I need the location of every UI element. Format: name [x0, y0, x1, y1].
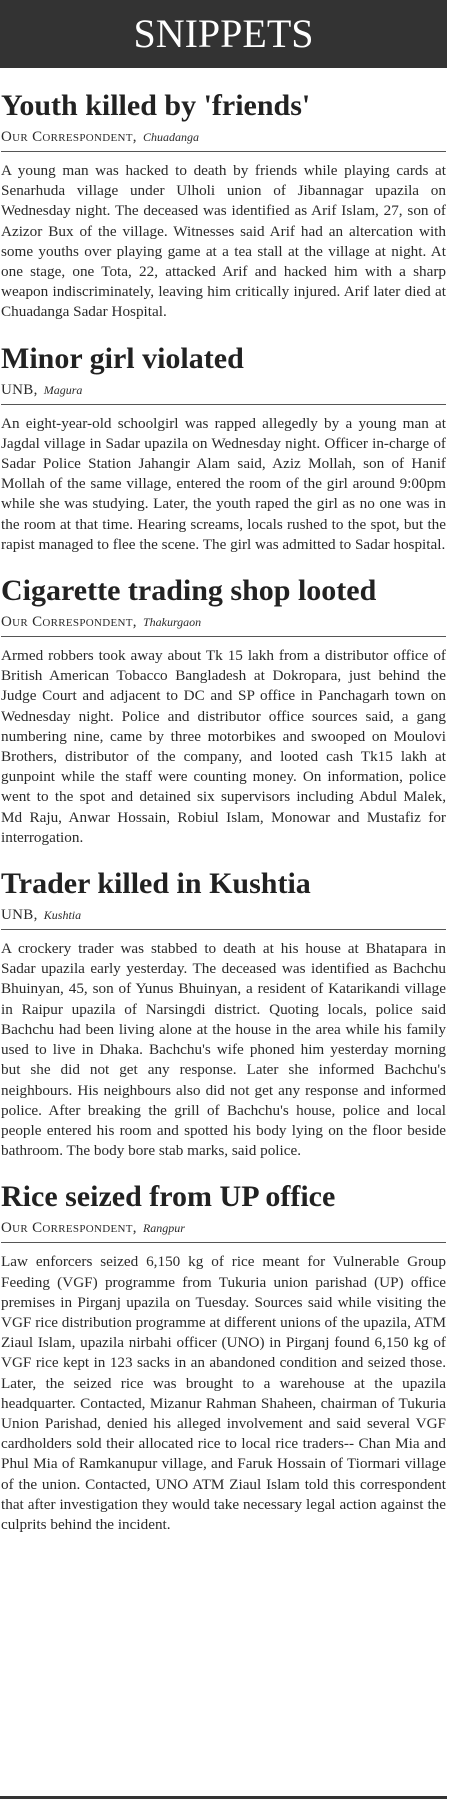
- byline-source: UNB,: [1, 381, 38, 398]
- story-body: A crockery trader was stabbed to death at his house at Bhatapara in Sadar upazila early yesterday. The deceased was identified as Bachchu Bhuinyan, 45, son of Yunus Bhuinyan, a resident of Katarikandi village in Raipur upazila of Narsingdi district. Quoting locals, police said Bachchu had been living alone at the house in the area while his family used to live in Dhaka. Bachchu's wife phoned him yesterday morning but she did not get any response. Later she informed Bachchu's neighbours. His neighbours also did not get any response and informed police. After breaking the grill of Bachchu's house, police and local people entered his room and spotted his body lying on the floor beside bathroom. The body bore stab marks, said police.: [1, 940, 446, 1160]
- story-byline: [1, 1220, 446, 1243]
- bottom-divider: [0, 1796, 447, 1799]
- story-headline: Cigarette trading shop looted: [1, 574, 377, 608]
- story-body: Armed robbers took away about Tk 15 lakh from a distributor office of British American Tobacco Bangladesh at Dokropara, just behind the Judge Court and adjacent to DC and SP office in Panchagarh town on Wednesday night. Police and distributor office sources said, a gang numbering nine, came by three motorbikes and swooped on Moulovi Brothers, distributor of the company, and looted cash Tk15 lakh at gunpoint while the staff were counting money. On information, police went to the spot and detained six supervisors including Abdul Malek, Md Raju, Anwar Hossain, Robiul Islam, Monowar and Mustafiz for interrogation.: [1, 647, 446, 846]
- byline-place: Chuadanga: [142, 130, 199, 144]
- byline-source: UNB,: [1, 907, 38, 924]
- byline-place: Magura: [43, 382, 83, 397]
- section-banner: [0, 0, 447, 68]
- story-trader-killed: [0, 867, 447, 1161]
- story-body: An eight-year-old schoolgirl was rapped allegedly by a young man at Jagdal village in Sadar upazila on Wednesday night. Officer in-charge of Sadar Police Station Jahangir Alam said, Aziz Mollah, son of Hanif Mollah of the same village, entered the room of the girl around 9:00pm while she was studying. Later, the youth raped the girl as no one was in the room at that time. Hearing screams, locals rushed to the spot, but the rapist managed to flee the scene. The girl was admitted to Sadar hospital.: [1, 414, 446, 553]
- byline-place: Rangpur: [142, 1221, 185, 1236]
- story-rice-seized: [0, 1180, 447, 1535]
- story-headline: Trader killed in Kushtia: [1, 867, 311, 901]
- story-youth-killed: [0, 89, 447, 323]
- story-byline: [1, 614, 446, 637]
- story-headline: Rice seized from UP office: [1, 1180, 336, 1214]
- story-byline: [1, 129, 446, 152]
- byline-source: Our Correspondent,: [1, 1220, 137, 1237]
- byline-place: Thakurgaon: [142, 615, 202, 630]
- story-headline: Minor girl violated: [1, 341, 244, 375]
- story-minor-girl: [0, 342, 447, 555]
- byline-source: Our Correspondent,: [1, 129, 137, 145]
- story-body: A young man was hacked to death by friends while playing cards at Senarhuda village under Ulholi union of Jibannagar upazila on Wednesday night. The deceased was identified as Arif Islam, 27, son of Azizor Bux of the village. Witnesses said Arif had an altercation with some youths over playing game at a tea stall at the village at night. At one stage, one Tota, 22, attacked Arif and hacked him with a sharp weapon indiscriminately, leaving him critically injured. Arif later died at Chuadanga Sadar Hospital.: [1, 162, 446, 321]
- story-headline: Youth killed by 'friends': [1, 89, 311, 122]
- section-title: SNIPPETS: [133, 11, 314, 56]
- byline-source: Our Correspondent,: [1, 614, 137, 631]
- story-cigarette-shop: [0, 574, 447, 848]
- story-byline: [1, 382, 446, 405]
- story-body: Law enforcers seized 6,150 kg of rice meant for Vulnerable Group Feeding (VGF) programme from Tukuria union parishad (UP) office premises in Pirganj upazila on Tuesday. Sources said while visiting the VGF rice distribution programme at different unions of the upazila, ATM Ziaul Islam, upazila nirbahi officer (UNO) in Pirganj found 6,150 kg of VGF rice kept in 123 sacks in an abandoned condition and seized those. Later, the seized rice was brought to a warehouse at the upazila headquarter. Contacted, Mizanur Rahman Shaheen, chairman of Tukuria Union Parishad, denied his alleged involvement and said several VGF cardholders sold their allocated rice to local rice traders-- Chan Mia and Phul Mia of Ramkanupur village, and Faruk Hossain of Tiormari village of the union. Contacted, UNO ATM Ziaul Islam told this correspondent that after investigation they would take necessary legal action against the culprits behind the incident.: [1, 1253, 446, 1533]
- story-byline: [1, 907, 446, 930]
- byline-place: Kushtia: [43, 908, 82, 923]
